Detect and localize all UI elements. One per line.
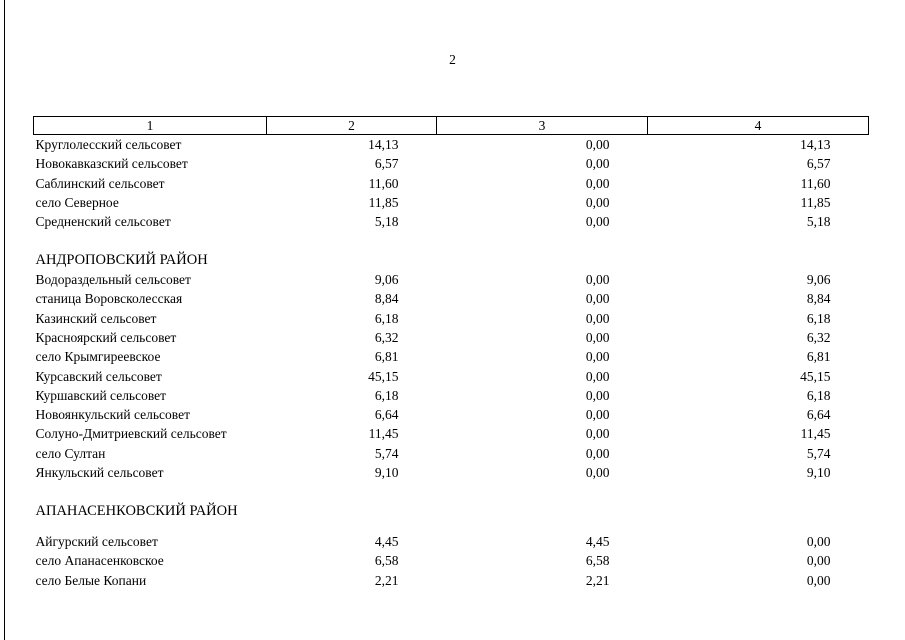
value-cell: 11,85 — [800, 194, 831, 210]
settlement-name-cell: станица Воровсколесская — [35, 291, 183, 307]
value-cell: 14,13 — [800, 137, 831, 152]
value-cell: 6,18 — [374, 310, 399, 326]
value-cell: 6,32 — [806, 329, 831, 345]
value-cell: 0,00 — [585, 291, 610, 307]
value-cell: 0,00 — [806, 533, 831, 549]
settlement-name-cell: Новоянкульский сельсовет — [35, 407, 190, 423]
table-row — [34, 328, 869, 347]
left-margin-rule — [4, 0, 5, 640]
value-cell: 6,64 — [806, 407, 831, 423]
section-spacer — [34, 521, 869, 532]
table-row — [34, 424, 869, 443]
value-cell: 6,57 — [374, 156, 399, 172]
column-header: 4 — [648, 117, 869, 135]
settlement-name-cell: село Северное — [35, 194, 119, 210]
value-cell: 4,45 — [585, 533, 610, 549]
settlement-name-cell: Янкульский сельсовет — [35, 465, 164, 481]
value-cell: 0,00 — [806, 572, 831, 588]
table-row — [34, 135, 869, 155]
value-cell: 14,13 — [368, 137, 399, 152]
table-row — [34, 347, 869, 366]
settlement-name-cell: Куршавский сельсовет — [35, 387, 167, 403]
value-cell: 6,64 — [374, 407, 399, 423]
value-cell: 5,74 — [374, 445, 399, 461]
settlement-name-cell: Казинский сельсовет — [35, 310, 157, 326]
table-row — [34, 532, 869, 551]
value-cell: 6,57 — [806, 156, 831, 172]
value-cell: 5,18 — [374, 214, 399, 230]
settlement-name-cell: Курсавский сельсовет — [35, 368, 162, 384]
table-row — [34, 571, 869, 590]
district-heading-row — [34, 251, 869, 270]
value-cell: 9,10 — [806, 465, 831, 481]
table-row — [34, 270, 869, 289]
value-cell: 2,21 — [374, 572, 399, 588]
table-row — [34, 367, 869, 386]
table-row — [34, 551, 869, 570]
table-row — [34, 154, 869, 173]
district-title: АПАНАСЕНКОВСКИЙ РАЙОН — [35, 502, 238, 519]
value-cell: 6,18 — [806, 387, 831, 403]
value-cell: 5,74 — [806, 445, 831, 461]
value-cell: 11,85 — [368, 194, 399, 210]
data-table — [33, 116, 869, 590]
value-cell: 0,00 — [585, 387, 610, 403]
table-row — [34, 212, 869, 231]
value-cell: 6,18 — [806, 310, 831, 326]
settlement-name-cell: Солуно-Дмитриевский сельсовет — [35, 426, 227, 442]
value-cell: 0,00 — [806, 553, 831, 569]
value-cell: 0,00 — [585, 310, 610, 326]
value-cell: 6,58 — [585, 553, 610, 569]
table-row — [34, 174, 869, 193]
value-cell: 0,00 — [585, 137, 610, 152]
settlement-name-cell: Новокавказский сельсовет — [35, 156, 188, 172]
value-cell: 8,84 — [806, 291, 831, 307]
settlement-name-cell: Средненский сельсовет — [35, 214, 171, 230]
value-cell: 0,00 — [585, 194, 610, 210]
settlement-name-cell: Айгурский сельсовет — [35, 533, 158, 549]
table-row — [34, 444, 869, 463]
table-row — [34, 289, 869, 308]
settlement-name-cell: Красноярский сельсовет — [35, 329, 177, 345]
value-cell: 9,06 — [374, 272, 399, 288]
value-cell: 0,00 — [585, 465, 610, 481]
settlement-name-cell: село Крымгиреевское — [35, 349, 161, 365]
section-spacer — [34, 231, 869, 250]
value-cell: 0,00 — [585, 272, 610, 288]
table-row — [34, 386, 869, 405]
value-cell: 8,84 — [374, 291, 399, 307]
table-body — [34, 135, 869, 590]
column-header: 2 — [267, 117, 437, 135]
settlement-name-cell: село Султан — [35, 445, 106, 461]
value-cell: 6,81 — [374, 349, 399, 365]
value-cell: 6,32 — [374, 329, 399, 345]
value-cell: 9,06 — [806, 272, 831, 288]
value-cell: 45,15 — [800, 368, 831, 384]
value-cell: 0,00 — [585, 368, 610, 384]
header-row — [34, 117, 869, 135]
value-cell: 4,45 — [374, 533, 399, 549]
page-number: 2 — [449, 52, 456, 67]
value-cell: 0,00 — [585, 445, 610, 461]
settlement-name-cell: Саблинский сельсовет — [35, 175, 165, 191]
value-cell: 11,60 — [800, 175, 831, 191]
district-heading-row — [34, 502, 869, 521]
value-cell: 6,81 — [806, 349, 831, 365]
value-cell: 0,00 — [585, 156, 610, 172]
value-cell: 45,15 — [368, 368, 399, 384]
value-cell: 9,10 — [374, 465, 399, 481]
table-row — [34, 309, 869, 328]
value-cell: 11,60 — [368, 175, 399, 191]
value-cell: 11,45 — [368, 426, 399, 442]
settlement-name-cell: село Апанасенковское — [35, 553, 164, 569]
table-row — [34, 405, 869, 424]
column-header: 1 — [34, 117, 267, 135]
value-cell: 2,21 — [585, 572, 610, 588]
value-cell: 5,18 — [806, 214, 831, 230]
value-cell: 0,00 — [585, 426, 610, 442]
settlement-name-cell: Водораздельный сельсовет — [35, 272, 191, 288]
value-cell: 0,00 — [585, 214, 610, 230]
table-row — [34, 193, 869, 212]
table-row — [34, 463, 869, 482]
value-cell: 0,00 — [585, 407, 610, 423]
value-cell: 0,00 — [585, 329, 610, 345]
settlement-name-cell: село Белые Копани — [35, 572, 147, 588]
district-title: АНДРОПОВСКИЙ РАЙОН — [35, 251, 208, 268]
column-header: 3 — [437, 117, 648, 135]
value-cell: 6,58 — [374, 553, 399, 569]
value-cell: 0,00 — [585, 349, 610, 365]
value-cell: 11,45 — [800, 426, 831, 442]
section-spacer — [34, 482, 869, 501]
settlement-name-cell: Круглолесский сельсовет — [35, 137, 182, 152]
value-cell: 6,18 — [374, 387, 399, 403]
value-cell: 0,00 — [585, 175, 610, 191]
